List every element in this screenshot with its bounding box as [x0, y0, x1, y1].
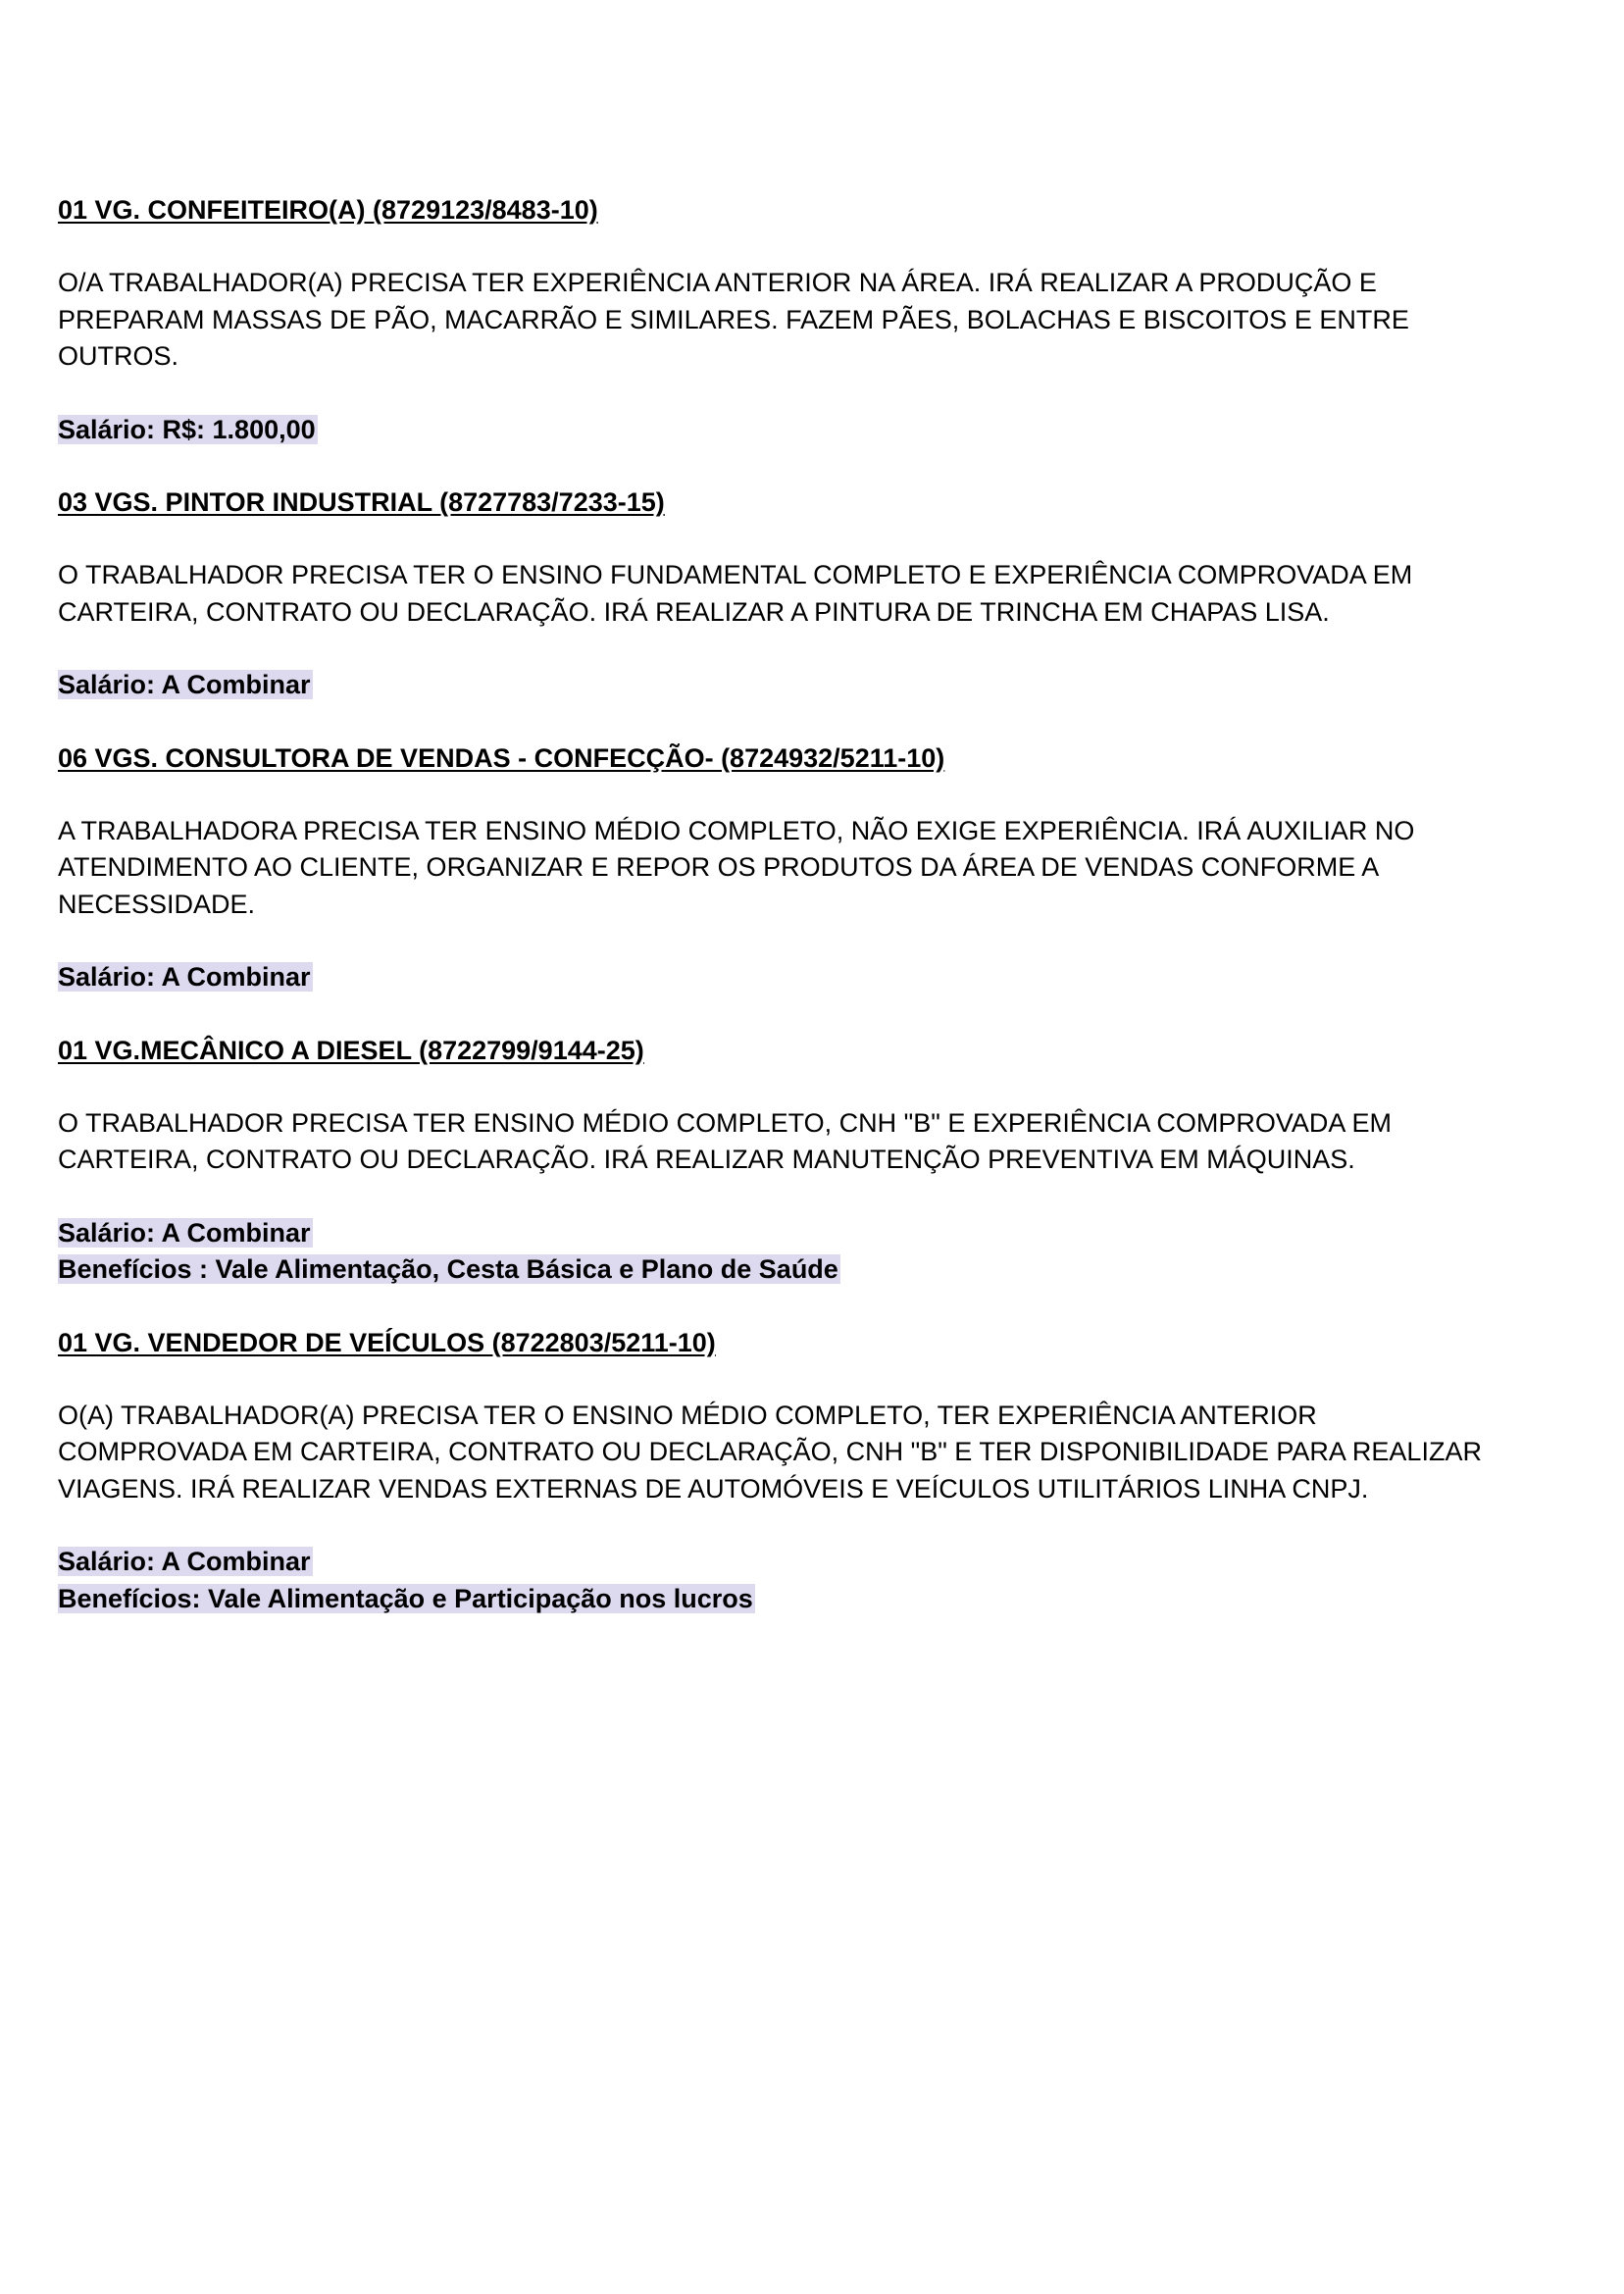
- salary-text: Salário: A Combinar: [58, 1217, 311, 1248]
- job-description: O/A TRABALHADOR(A) PRECISA TER EXPERIÊNCIA ANTERIOR NA ÁREA. IRÁ REALIZAR A PRODUÇÃO E PREPARAM MASSAS DE PÃO, MACARRÃO E SIMILARES. FAZEM PÃES, BOLACHAS E BISCOITOS E ENTRE OUTROS.: [58, 268, 1409, 371]
- job-listing-consultora-vendas: [58, 740, 1490, 996]
- benefits-line: [58, 1251, 1490, 1289]
- benefits-line: [58, 1581, 1490, 1618]
- job-description: O TRABALHADOR PRECISA TER O ENSINO FUNDAMENTAL COMPLETO E EXPERIÊNCIA COMPROVADA EM CARTEIRA, CONTRATO OU DECLARAÇÃO. IRÁ REALIZAR A PINTURA DE TRINCHA EM CHAPAS LISA.: [58, 560, 1413, 627]
- job-listing-vendedor-veiculos: [58, 1325, 1490, 1618]
- benefits-text: Benefícios : Vale Alimentação, Cesta Básica e Plano de Saúde: [58, 1254, 838, 1284]
- job-description: A TRABALHADORA PRECISA TER ENSINO MÉDIO COMPLETO, NÃO EXIGE EXPERIÊNCIA. IRÁ AUXILIAR NO ATENDIMENTO AO CLIENTE, ORGANIZAR E REPOR OS PRODUTOS DA ÁREA DE VENDAS CONFORME A NECESSIDADE.: [58, 815, 1415, 919]
- job-description: O(A) TRABALHADOR(A) PRECISA TER O ENSINO MÉDIO COMPLETO, TER EXPERIÊNCIA ANTERIOR COMPROVADA EM CARTEIRA, CONTRATO OU DECLARAÇÃO, CNH "B" E TER DISPONIBILIDADE PARA REALIZAR VIAGENS. IRÁ REALIZAR VENDAS EXTERNAS DE AUTOMÓVEIS E VEÍCULOS UTILITÁRIOS LINHA CNPJ.: [58, 1400, 1482, 1504]
- job-title: 06 VGS. CONSULTORA DE VENDAS - CONFECÇÃO- (8724932/5211-10): [58, 742, 945, 773]
- benefits-text: Benefícios: Vale Alimentação e Participação nos lucros: [58, 1583, 753, 1613]
- job-title: 01 VG. CONFEITEIRO(A) (8729123/8483-10): [58, 195, 598, 225]
- job-title: 01 VG. VENDEDOR DE VEÍCULOS (8722803/5211-10): [58, 1327, 716, 1357]
- salary-line: [58, 1544, 1490, 1581]
- salary-text: Salário: R$: 1.800,00: [58, 414, 316, 444]
- salary-text: Salário: A Combinar: [58, 962, 311, 992]
- job-listing-mecanico-diesel: [58, 1033, 1490, 1289]
- job-title: 03 VGS. PINTOR INDUSTRIAL (8727783/7233-15): [58, 487, 665, 517]
- job-listing-page: [58, 192, 1490, 1654]
- salary-line: [58, 1215, 1490, 1252]
- salary-line: [58, 667, 1490, 704]
- salary-text: Salário: A Combinar: [58, 1547, 311, 1576]
- salary-line: [58, 959, 1490, 996]
- job-listing-confeiteiro: [58, 192, 1490, 448]
- job-listing-pintor-industrial: [58, 484, 1490, 704]
- job-title: 01 VG.MECÂNICO A DIESEL (8722799/9144-25): [58, 1035, 644, 1065]
- salary-text: Salário: A Combinar: [58, 670, 311, 699]
- job-description: O TRABALHADOR PRECISA TER ENSINO MÉDIO COMPLETO, CNH "B" E EXPERIÊNCIA COMPROVADA EM CARTEIRA, CONTRATO OU DECLARAÇÃO. IRÁ REALIZAR MANUTENÇÃO PREVENTIVA EM MÁQUINAS.: [58, 1107, 1392, 1174]
- salary-line: [58, 412, 1490, 449]
